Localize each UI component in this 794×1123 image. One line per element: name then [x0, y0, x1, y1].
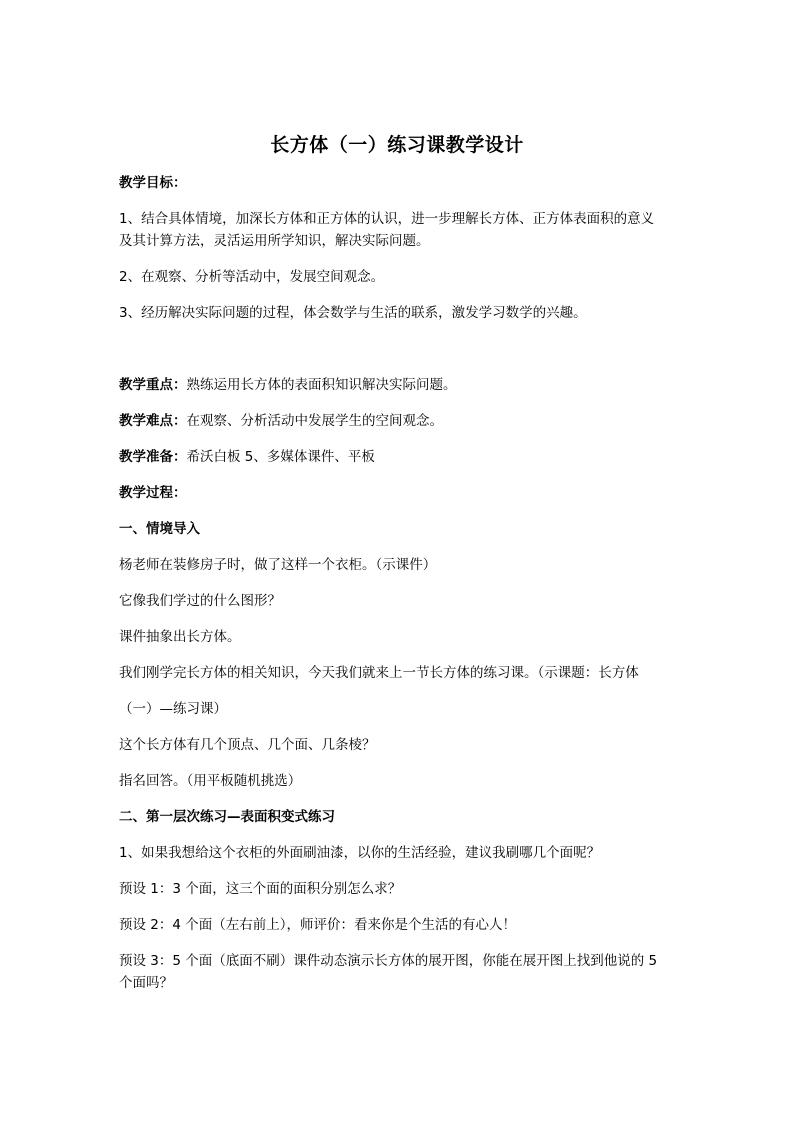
paragraph-line: 预设 3：5 个面（底面不刷）课件动态演示长方体的展开图，你能在展开图上找到他说的 5: [119, 953, 658, 969]
document-title: 长方体（一）练习课教学设计: [270, 134, 524, 156]
preparation: [119, 446, 679, 468]
paragraph-line: （一）—练习课）: [119, 701, 227, 717]
section1-heading: 一、情境导入: [119, 521, 200, 537]
section2-heading: 二、第一层次练习—表面积变式练习: [119, 809, 335, 825]
difficulty: [119, 410, 679, 432]
difficulty-text: 在观察、分析活动中发展学生的空间观念。: [186, 413, 443, 429]
paragraph-line: 它像我们学过的什么图形？: [119, 593, 281, 609]
objectives-heading: 教学目标：: [119, 175, 187, 191]
objective-line: 2、在观察、分析等活动中，发展空间观念。: [119, 269, 385, 285]
preparation-text: 希沃白板 5、多媒体课件、平板: [186, 449, 375, 465]
paragraph-line: 我们刚学完长方体的相关知识，今天我们就来上一节长方体的练习课。（示课题：长方体: [119, 665, 639, 681]
process-heading: 教学过程：: [119, 485, 187, 501]
paragraph-line: 预设 2：4 个面（左右前上），师评价：看来你是个生活的有心人！: [119, 917, 517, 933]
objective-line: 1、结合具体情境，加深长方体和正方体的认识，进一步理解长方体、正方体表面积的意义: [119, 211, 655, 227]
paragraph-line: 1、如果我想给这个衣柜的外面刷油漆，以你的生活经验，建议我刷哪几个面呢？: [119, 845, 601, 861]
paragraph-line: 指名回答。（用平板随机挑选）: [119, 773, 302, 789]
paragraph-line: 个面吗？: [119, 975, 173, 991]
difficulty-label: 教学难点：: [119, 413, 187, 429]
objective-line: 3、经历解决实际问题的过程，体会数学与生活的联系，激发学习数学的兴趣。: [119, 305, 587, 321]
paragraph-line: 杨老师在装修房子时，做了这样一个衣柜。（示课件）: [119, 557, 437, 573]
paragraph-line: 课件抽象出长方体。: [119, 629, 241, 645]
key-point: [119, 374, 679, 396]
preparation-label: 教学准备：: [119, 449, 187, 465]
key-point-text: 熟练运用长方体的表面积知识解决实际问题。: [186, 377, 457, 393]
paragraph-line: 预设 1：3 个面，这三个面的面积分别怎么求？: [119, 881, 402, 897]
paragraph-line: 这个长方体有几个顶点、几个面、几条棱？: [119, 737, 376, 753]
objective-line: 及其计算方法，灵活运用所学知识，解决实际问题。: [119, 233, 430, 249]
key-point-label: 教学重点：: [119, 377, 187, 393]
